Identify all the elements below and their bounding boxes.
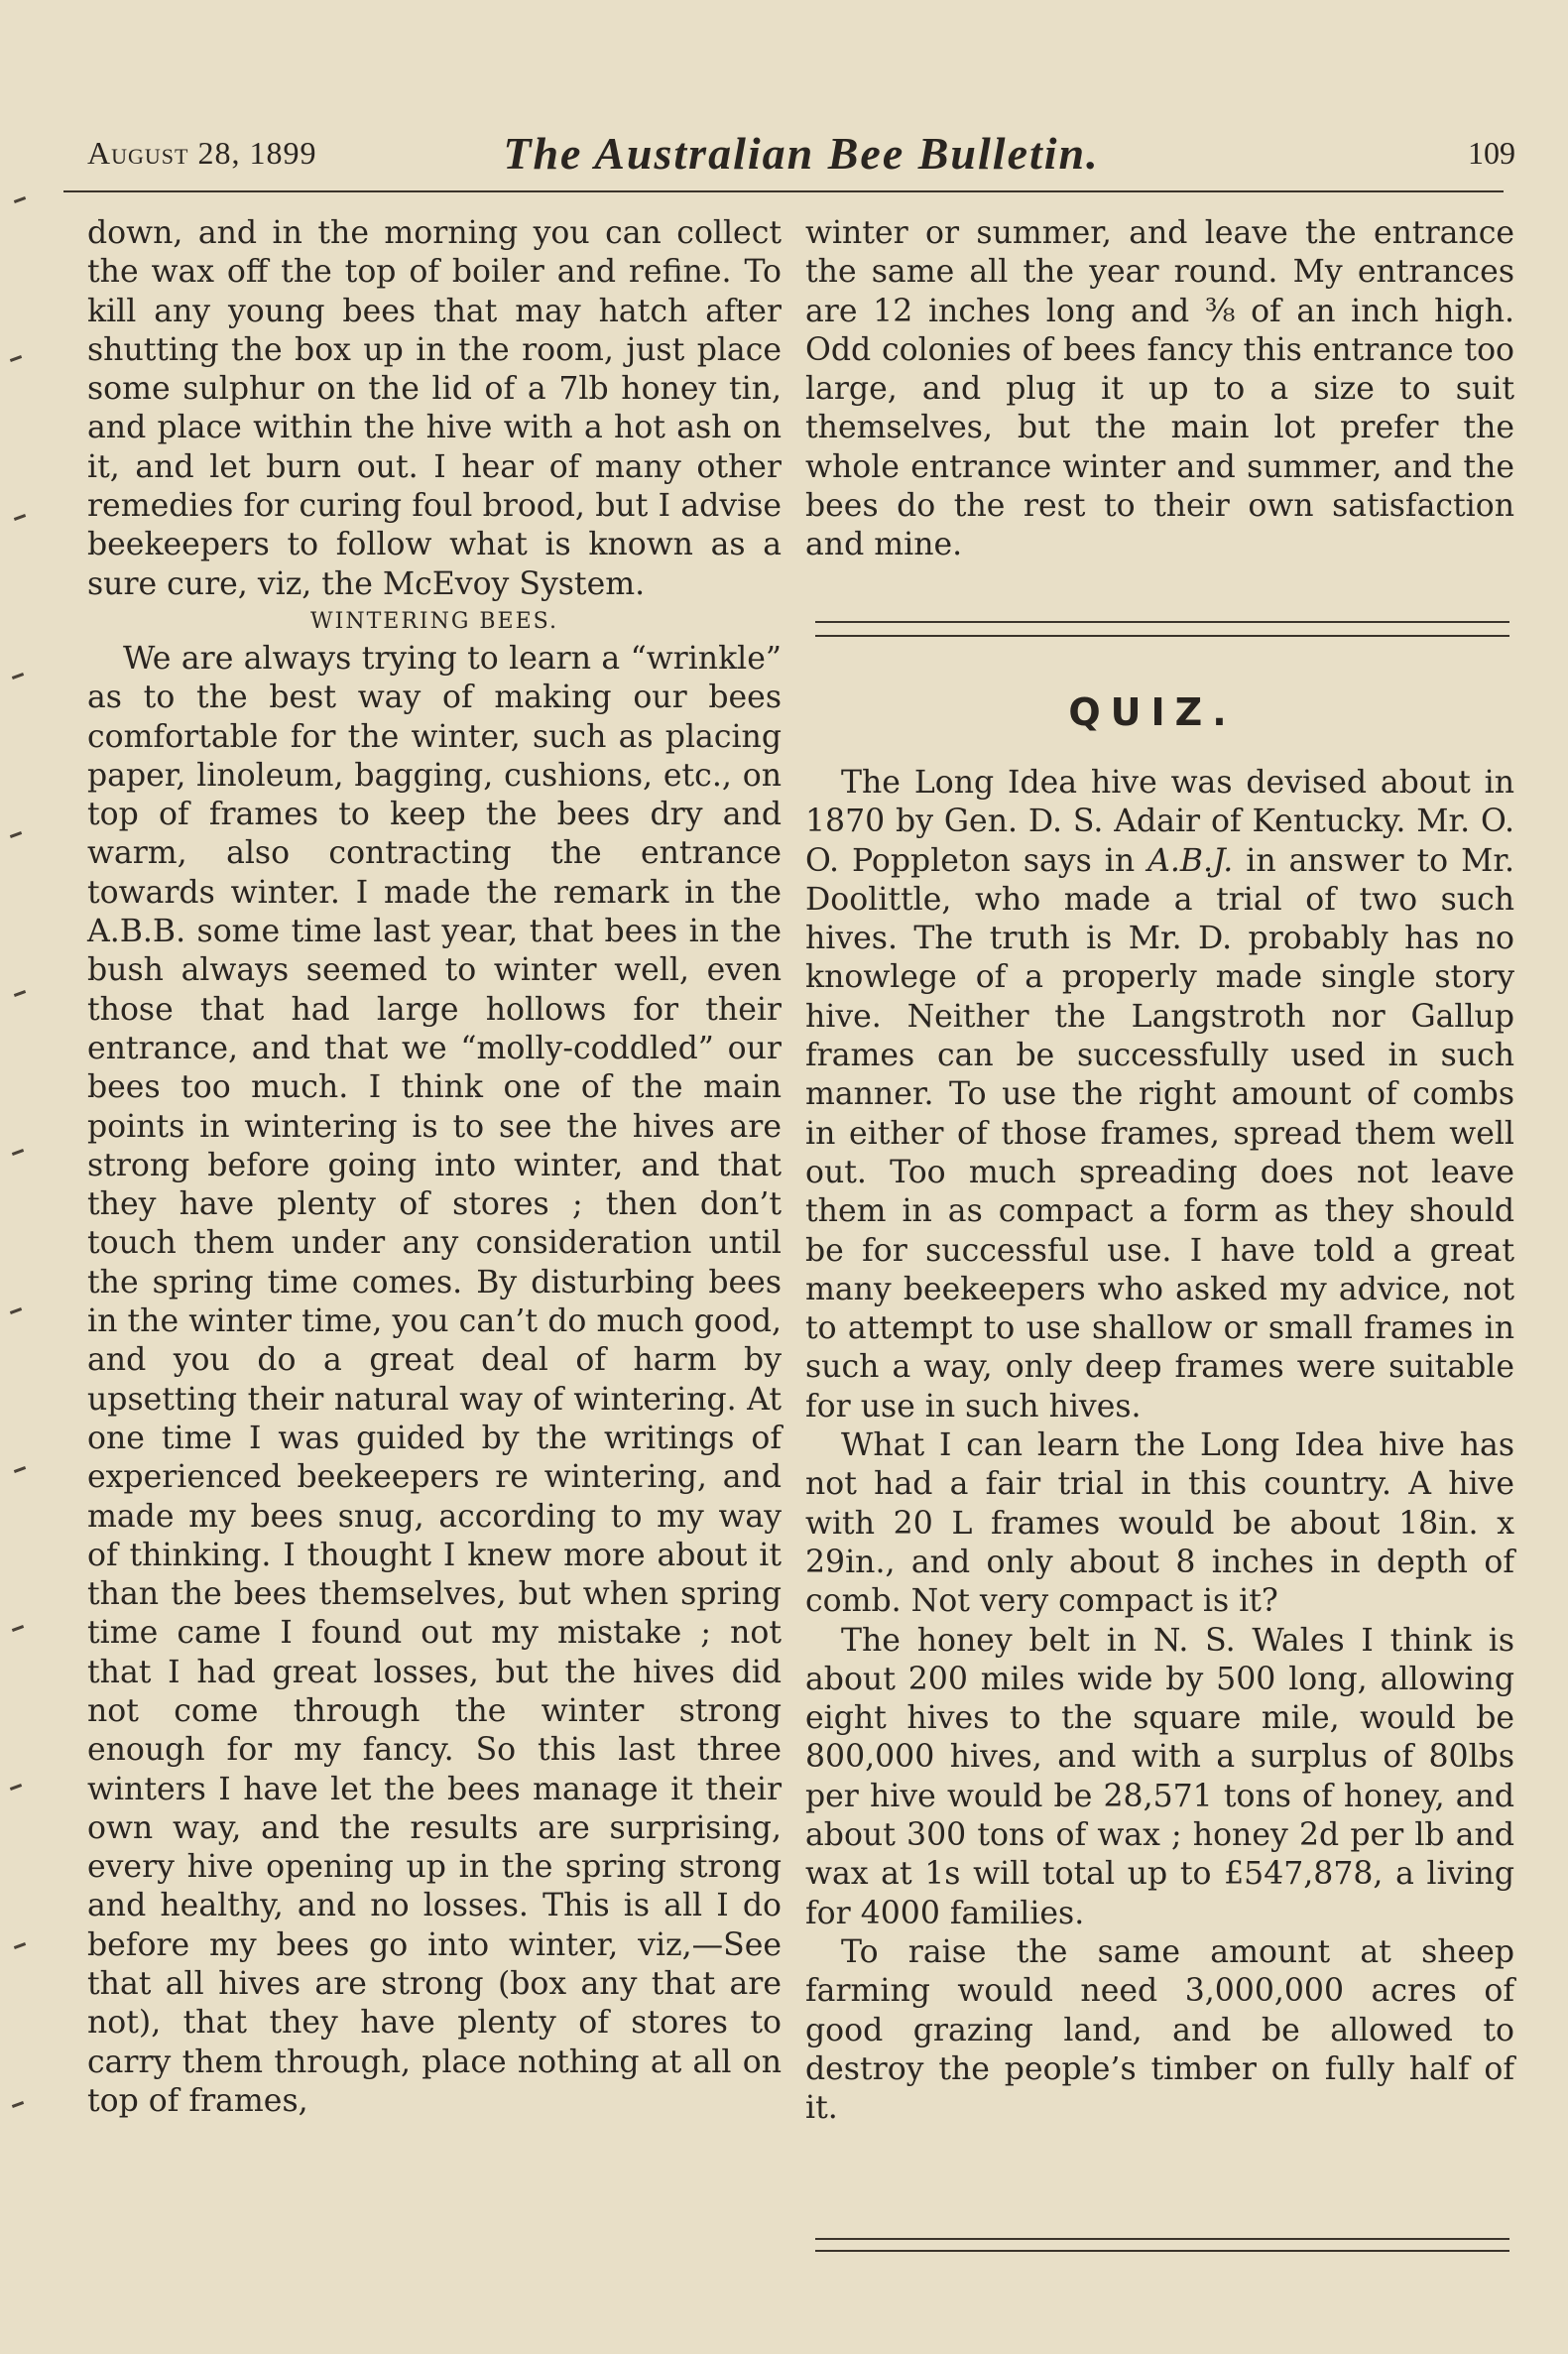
abj-reference: A.B.J. <box>1147 842 1234 879</box>
header-rule <box>63 190 1504 192</box>
quiz-paragraph-4: To raise the same amount at sheep farming would need 3,000,000 acres of good grazing land, and be allowed to destroy the people’s timber on fully half of it. <box>805 1933 1514 2127</box>
margin-mark <box>14 1466 26 1473</box>
publication-title: The Australian Bee Bulletin. <box>503 128 1100 179</box>
margin-mark <box>12 673 24 680</box>
quiz-paragraph-1 <box>805 764 1514 1426</box>
quiz-paragraph-2: What I can learn the Long Idea hive has not had a fair trial in this country. A hive with 20 L frames would be about 18in. x 29in., and only about 8 inches in depth of comb. Not very compact is it? <box>805 1427 1514 1620</box>
margin-mark <box>10 1307 22 1314</box>
margin-mark <box>12 1149 24 1156</box>
margin-mark <box>14 990 26 997</box>
right-column-top <box>805 214 1514 565</box>
page-header <box>87 127 1515 186</box>
margin-mark <box>12 2101 24 2108</box>
margin-mark <box>12 1625 24 1632</box>
issue-date: August 28, 1899 <box>87 135 317 171</box>
margin-stitch-marks <box>0 119 40 2301</box>
margin-mark <box>14 514 26 521</box>
wintering-bees-heading: WINTERING BEES. <box>310 608 558 634</box>
end-double-rule <box>815 2238 1509 2252</box>
left-paragraph-2: We are always trying to learn a “wrinkle” as to the best way of making our bees comfortable for the winter, such as placing paper, linoleum, bagging, cushions, etc., on top of frames to keep the bees dry and warm, also contracting the entrance towards winter. I made the remark in the A.B.B. some time last year, that bees in the bush always seemed to winter well, even those that had large hollows for their entrance, and that we “molly-coddled” our bees too much. I think one of the main points in wintering is to see the hives are strong before going into winter, and that they have plenty of stores ; then don’t touch them under any consideration until the spring time comes. By disturbing bees in the winter time, you can’t do much good, and you do a great deal of harm by upsetting their natural way of wintering. At one time I was guided by the writings of experienced beekeepers re wintering, and made my bees snug, according to my way of thinking. I thought I knew more about it than the bees themselves, but when spring time came I found out my mistake ; not that I had great losses, but the hives did not come through the winter strong enough for my fancy. So this last three winters I have let the bees manage it their own way, and the results are surprising, every hive opening up in the spring strong and healthy, and no losses. This is all I do before my bees go into winter, viz,—See that all hives are strong (box any that are not), that they have plenty of stores to carry them through, place nothing at all on top of frames, <box>87 640 782 2119</box>
margin-mark <box>10 355 22 362</box>
margin-mark <box>10 1784 22 1791</box>
margin-mark <box>14 1942 26 1949</box>
left-paragraph-1: down, and in the morning you can collect the wax off the top of boiler and refine. To kill any young bees that may hatch after shutting the box up in the room, just place some sulphur on the lid of a 7lb honey tin, and place within the hive with a hot ash on it, and let burn out. I hear of many other remedies for curing foul brood, but I advise beekeepers to follow what is known as a sure cure, viz, the McEvoy System. <box>87 215 782 602</box>
margin-mark <box>10 831 22 838</box>
quiz-paragraph-3: The honey belt in N. S. Wales I think is about 200 miles wide by 500 long, allowing eight hives to the square mile, would be 800,000 hives, and with a surplus of 80lbs per hive would be 28,571 tons of honey, and about 300 tons of wax ; honey 2d per lb and wax at 1s will total up to £547,878, a living for 4000 families. <box>805 1622 1514 1931</box>
quiz-column <box>805 764 1514 2128</box>
quiz-p1-text-b: in answer to Mr. Doolittle, who made a trial of two such hives. The truth is Mr. D. probably has no knowlege of a properly made single story hive. Neither the Langstroth nor Gallup frames can be successfully used in such manner. To use the right amount of combs in either of those frames, spread them well out. Too much spreading does not leave them in as compact a form as they should be for successful use. I have told a great many beekeepers who asked my advice, not to attempt to use shallow or small frames in such a way, only deep frames were suitable for use in such hives. <box>805 842 1515 1425</box>
right-paragraph-1: winter or summer, and leave the entrance the same all the year round. My entrances are 12 inches long and ⅜ of an inch high. Odd colonies of bees fancy this entrance too large, and plug it up to a size to suit themselves, but the main lot prefer the whole entrance winter and summer, and the bees do the rest to their own satisfaction and mine. <box>805 215 1514 563</box>
page-number: 109 <box>1468 135 1515 171</box>
quiz-p1-text-a: The Long Idea hive was devised about in 1870 by Gen. D. S. Adair of Kentucky. Mr. O. O. Poppleton says in <box>805 765 1514 879</box>
margin-mark <box>14 196 26 203</box>
left-column <box>87 214 782 2121</box>
quiz-heading: QUIZ. <box>1068 690 1237 734</box>
section-double-rule <box>815 621 1509 637</box>
